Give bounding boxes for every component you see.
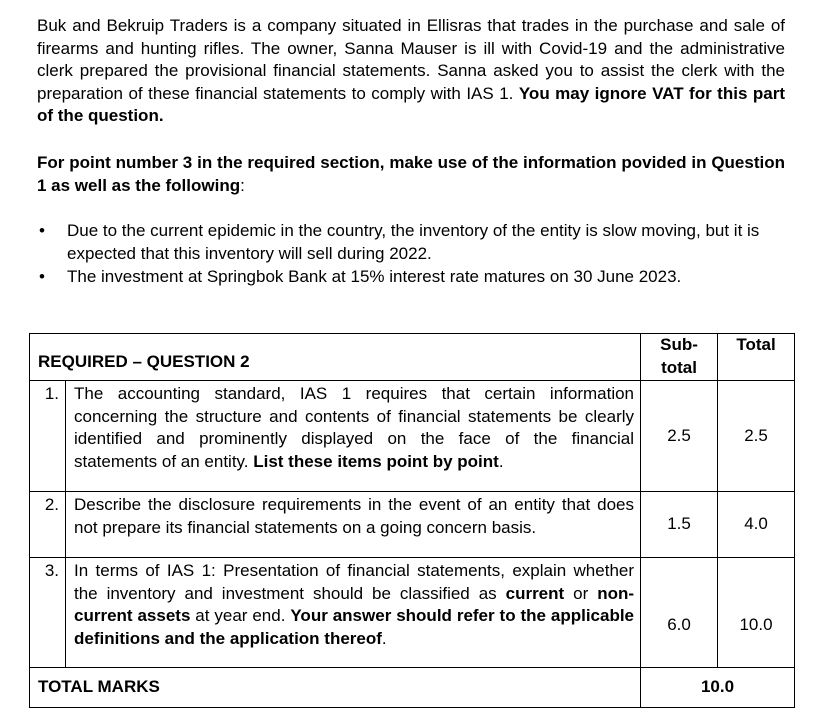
row-bold-text: List these items point by point <box>253 451 499 471</box>
total-header: Total <box>718 334 795 381</box>
instruction-bold: For point number 3 in the required section, make use of the information povided in Question 1 as well as the following <box>37 153 785 195</box>
row-number: 3. <box>30 558 66 668</box>
row-subtotal: 2.5 <box>641 381 718 492</box>
instruction-paragraph <box>37 152 785 197</box>
row-text-c: at year end. <box>190 606 291 625</box>
bullet-text: Due to the current epidemic in the country, the inventory of the entity is slow moving, but it is expected that this inventory will sell during 2022. <box>67 221 760 263</box>
total-marks-label: TOTAL MARKS <box>30 668 641 708</box>
bullet-text: The investment at Springbok Bank at 15% interest rate matures on 30 June 2023. <box>67 267 682 286</box>
instruction-end: : <box>240 175 245 195</box>
table-title: REQUIRED – QUESTION 2 <box>30 334 641 381</box>
bullet-item <box>37 266 785 289</box>
subtotal-header-line2: total <box>661 357 697 377</box>
row-number: 2. <box>30 492 66 558</box>
row-description <box>66 381 641 492</box>
row-bold-b: non-current assets <box>74 583 635 625</box>
row-subtotal: 6.0 <box>641 558 718 668</box>
table-row <box>30 381 795 492</box>
total-row <box>30 668 795 708</box>
bullet-icon: • <box>39 267 45 286</box>
row-description <box>66 558 641 668</box>
required-table <box>29 333 795 708</box>
row-text-end: . <box>381 628 387 648</box>
row-total: 2.5 <box>718 381 795 492</box>
row-bold-a: current <box>505 583 565 603</box>
info-bullet-list <box>37 220 785 290</box>
intro-text: Buk and Bekruip Traders is a company situated in Ellisras that trades in the purchase and sale of firearms and hunting rifles. The owner, Sanna Mauser is ill with Covid-19 and the administrative clerk prepared the provisional financial statements. Sanna asked you to assist the clerk with the preparation of these financial statements to comply with IAS 1. <box>37 16 785 103</box>
row-total: 4.0 <box>718 492 795 558</box>
row-text-a: In terms of IAS 1: Presentation of financial statements, explain whether the inventory and investment should be classified as <box>74 561 635 603</box>
table-header-row <box>30 334 795 381</box>
row-total: 10.0 <box>718 558 795 668</box>
row-text-b: or <box>564 583 598 603</box>
intro-paragraph <box>37 15 785 128</box>
table-row <box>30 492 795 558</box>
row-description: Describe the disclosure requirements in the event of an entity that does not prepare its financial statements on a going concern basis. <box>66 492 641 558</box>
subtotal-header <box>641 334 718 381</box>
intro-bold-note: You may ignore VAT for this part of the question. <box>37 83 785 125</box>
total-marks-value: 10.0 <box>641 668 795 708</box>
bullet-icon: • <box>39 221 45 240</box>
row-text: The accounting standard, IAS 1 requires that certain information concerning the structure and contents of financial statements be clearly identified and prominently displayed on the face of the financial statements of an entity. <box>74 384 635 471</box>
row-subtotal: 1.5 <box>641 492 718 558</box>
subtotal-header-line1: Sub- <box>660 335 698 354</box>
bullet-item <box>37 220 785 265</box>
table-row <box>30 558 795 668</box>
row-text-end: . <box>498 451 504 471</box>
row-number: 1. <box>30 381 66 492</box>
row-bold-c: Your answer should refer to the applicable definitions and the application thereof <box>74 606 635 648</box>
